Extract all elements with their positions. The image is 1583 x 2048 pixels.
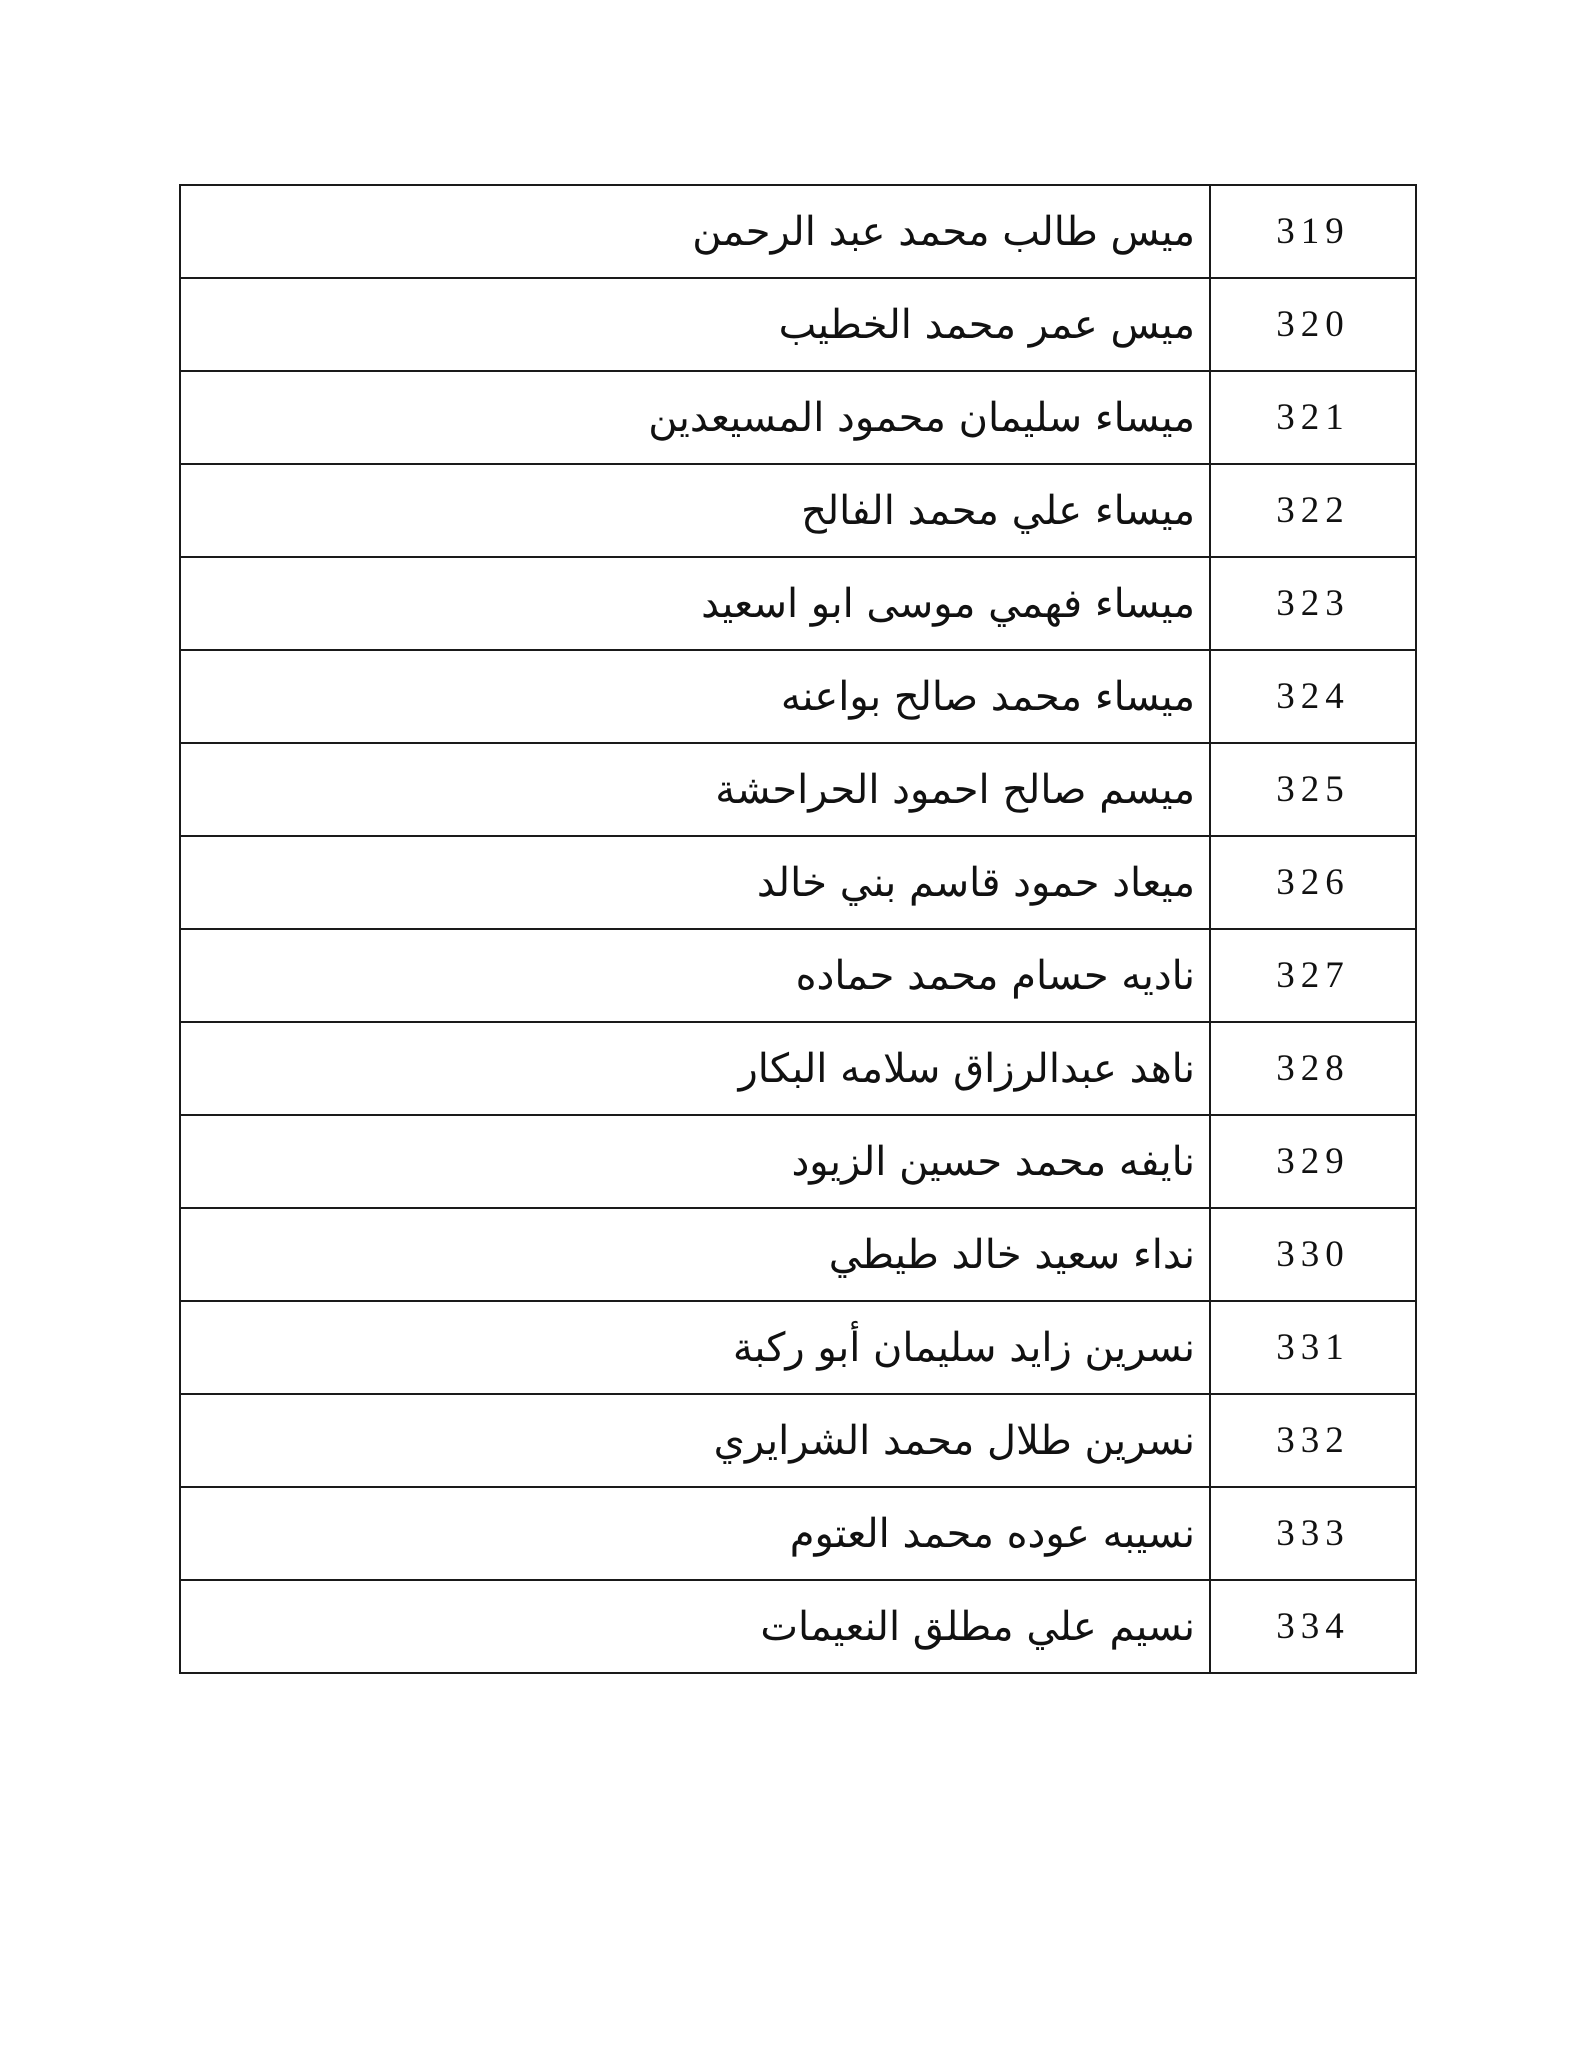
- name-cell: ميس عمر محمد الخطيب: [180, 278, 1210, 371]
- table-row: [180, 1301, 1416, 1394]
- number-cell: 326: [1210, 836, 1416, 929]
- number-cell: 319: [1210, 185, 1416, 278]
- table-row: [180, 464, 1416, 557]
- number-cell: 323: [1210, 557, 1416, 650]
- table-row: [180, 650, 1416, 743]
- name-cell: نايفه محمد حسين الزيود: [180, 1115, 1210, 1208]
- number-cell: 332: [1210, 1394, 1416, 1487]
- table-row: [180, 1487, 1416, 1580]
- name-cell: ميس طالب محمد عبد الرحمن: [180, 185, 1210, 278]
- name-cell: ميساء سليمان محمود المسيعدين: [180, 371, 1210, 464]
- name-cell: ميسم صالح احمود الحراحشة: [180, 743, 1210, 836]
- number-cell: 330: [1210, 1208, 1416, 1301]
- name-cell: ميساء محمد صالح بواعنه: [180, 650, 1210, 743]
- name-cell: نداء سعيد خالد طيطي: [180, 1208, 1210, 1301]
- number-cell: 327: [1210, 929, 1416, 1022]
- table-row: [180, 278, 1416, 371]
- table-row: [180, 185, 1416, 278]
- name-cell: ميساء علي محمد الفالح: [180, 464, 1210, 557]
- table-row: [180, 371, 1416, 464]
- table-row: [180, 1115, 1416, 1208]
- number-cell: 324: [1210, 650, 1416, 743]
- number-cell: 320: [1210, 278, 1416, 371]
- table-row: [180, 1208, 1416, 1301]
- number-cell: 334: [1210, 1580, 1416, 1673]
- table-row: [180, 836, 1416, 929]
- name-cell: ميعاد حمود قاسم بني خالد: [180, 836, 1210, 929]
- number-cell: 328: [1210, 1022, 1416, 1115]
- name-cell: ناهد عبدالرزاق سلامه البكار: [180, 1022, 1210, 1115]
- table-row: [180, 1394, 1416, 1487]
- name-cell: نسيبه عوده محمد العتوم: [180, 1487, 1210, 1580]
- names-table: [179, 184, 1417, 1674]
- number-cell: 333: [1210, 1487, 1416, 1580]
- table-row: [180, 1022, 1416, 1115]
- number-cell: 331: [1210, 1301, 1416, 1394]
- table-row: [180, 557, 1416, 650]
- table-row: [180, 1580, 1416, 1673]
- names-table-body: [180, 185, 1416, 1673]
- table-row: [180, 929, 1416, 1022]
- number-cell: 329: [1210, 1115, 1416, 1208]
- number-cell: 321: [1210, 371, 1416, 464]
- number-cell: 325: [1210, 743, 1416, 836]
- name-cell: ناديه حسام محمد حماده: [180, 929, 1210, 1022]
- number-cell: 322: [1210, 464, 1416, 557]
- name-cell: نسرين زايد سليمان أبو ركبة: [180, 1301, 1210, 1394]
- table-row: [180, 743, 1416, 836]
- name-cell: نسرين طلال محمد الشرايري: [180, 1394, 1210, 1487]
- name-cell: نسيم علي مطلق النعيمات: [180, 1580, 1210, 1673]
- name-cell: ميساء فهمي موسى ابو اسعيد: [180, 557, 1210, 650]
